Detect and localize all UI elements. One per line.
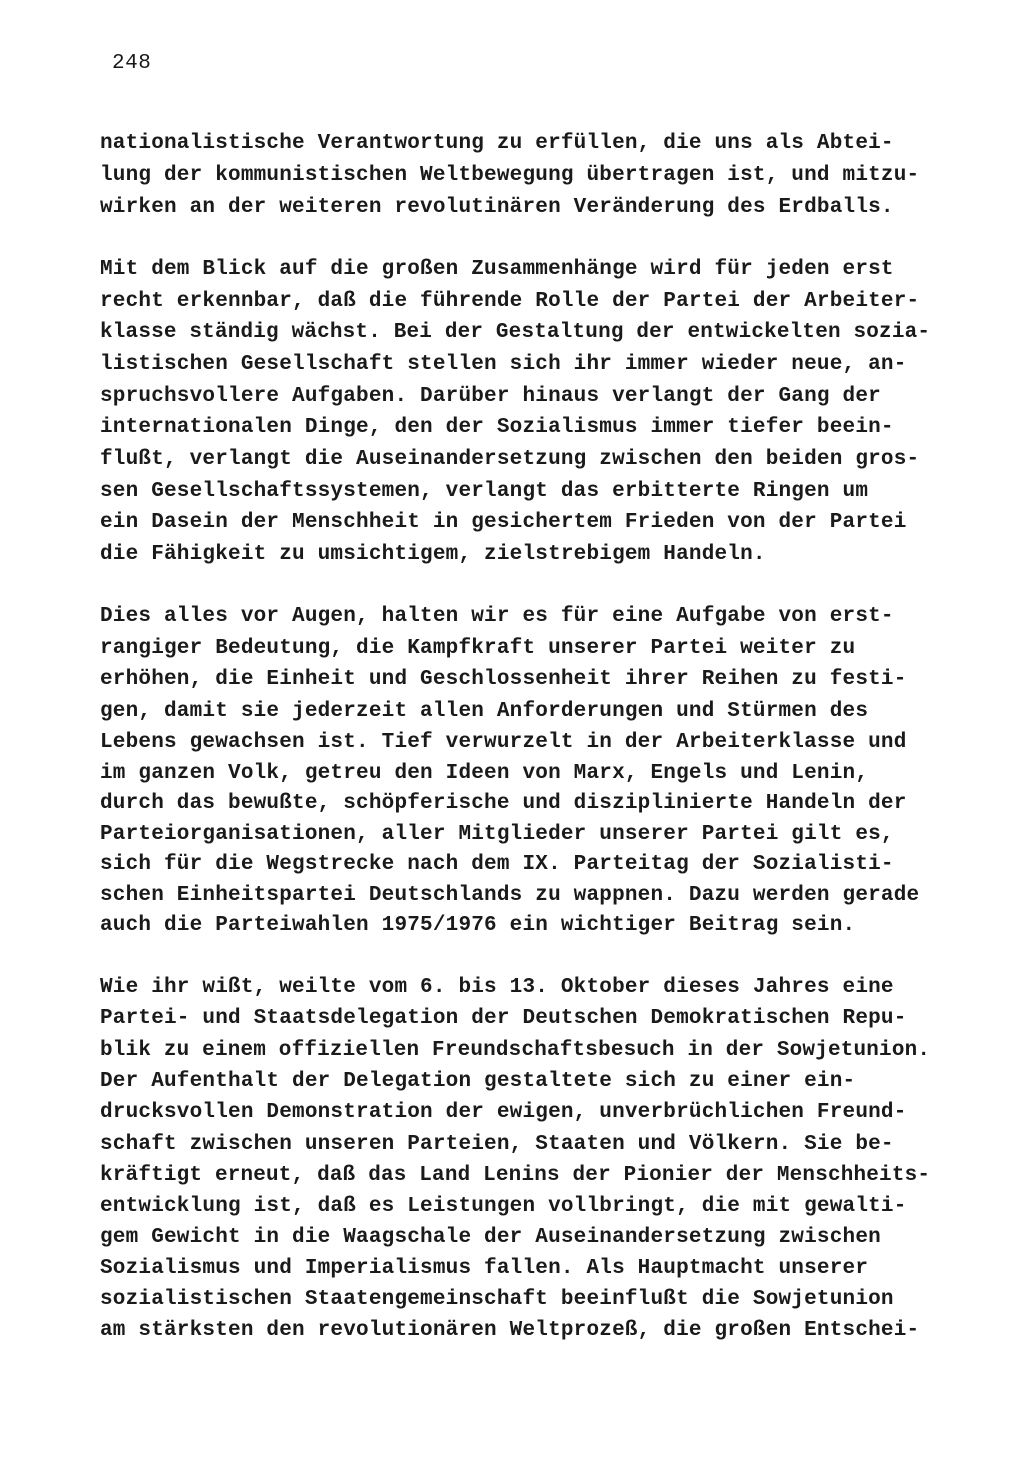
text-line: im ganzen Volk, getreu den Ideen von Marx, Engels und Lenin, <box>100 762 869 785</box>
text-line: rangiger Bedeutung, die Kampfkraft unserer Partei weiter zu <box>100 637 856 660</box>
text-line: Sozialismus und Imperialismus fallen. Als Hauptmacht unserer <box>100 1257 869 1280</box>
text-line: wirken an der weiteren revolutinären Veränderung des Erdballs. <box>100 196 894 219</box>
text-line: Parteiorganisationen, aller Mitglieder unserer Partei gilt es, <box>100 823 894 846</box>
page-number: 248 <box>112 52 152 75</box>
text-line: spruchsvollere Aufgaben. Darüber hinaus verlangt der Gang der <box>100 385 881 408</box>
text-line: durch das bewußte, schöpferische und disziplinierte Handeln der <box>100 792 907 815</box>
text-line: gem Gewicht in die Waagschale der Auseinandersetzung zwischen <box>100 1226 881 1249</box>
text-line: Dies alles vor Augen, halten wir es für eine Aufgabe von erst- <box>100 605 894 628</box>
text-line: Partei- und Staatsdelegation der Deutschen Demokratischen Repu- <box>100 1007 907 1030</box>
text-line: klasse ständig wächst. Bei der Gestaltung der entwickelten sozia- <box>100 321 931 344</box>
text-line: entwicklung ist, daß es Leistungen vollbringt, die mit gewalti- <box>100 1195 907 1218</box>
text-line: drucksvollen Demonstration der ewigen, unverbrüchlichen Freund- <box>100 1101 907 1124</box>
text-line: flußt, verlangt die Auseinandersetzung zwischen den beiden gros- <box>100 448 920 471</box>
text-line: sen Gesellschaftssystemen, verlangt das erbitterte Ringen um <box>100 480 869 503</box>
text-line: Lebens gewachsen ist. Tief verwurzelt in der Arbeiterklasse und <box>100 731 907 754</box>
text-line: schen Einheitspartei Deutschlands zu wappnen. Dazu werden gerade <box>100 884 920 907</box>
text-line: lung der kommunistischen Weltbewegung übertragen ist, und mitzu- <box>100 164 920 187</box>
text-line: am stärksten den revolutionären Weltprozeß, die großen Entschei- <box>100 1319 920 1342</box>
text-line: Mit dem Blick auf die großen Zusammenhänge wird für jeden erst <box>100 258 894 281</box>
text-line: auch die Parteiwahlen 1975/1976 ein wichtiger Beitrag sein. <box>100 914 856 937</box>
text-line: Der Aufenthalt der Delegation gestaltete sich zu einer ein- <box>100 1070 856 1093</box>
text-line: erhöhen, die Einheit und Geschlossenheit ihrer Reihen zu festi- <box>100 668 907 691</box>
text-line: die Fähigkeit zu umsichtigem, zielstrebigem Handeln. <box>100 543 766 566</box>
text-line: listischen Gesellschaft stellen sich ihr immer wieder neue, an- <box>100 353 907 376</box>
text-line: gen, damit sie jederzeit allen Anforderungen und Stürmen des <box>100 700 869 723</box>
text-line: Wie ihr wißt, weilte vom 6. bis 13. Oktober dieses Jahres eine <box>100 976 894 999</box>
text-line: sozialistischen Staatengemeinschaft beeinflußt die Sowjetunion <box>100 1288 894 1311</box>
text-line: nationalistische Verantwortung zu erfüllen, die uns als Abtei- <box>100 132 894 155</box>
text-line: schaft zwischen unseren Parteien, Staaten und Völkern. Sie be- <box>100 1133 894 1156</box>
text-line: ein Dasein der Menschheit in gesichertem Frieden von der Partei <box>100 511 907 534</box>
text-line: recht erkennbar, daß die führende Rolle der Partei der Arbeiter- <box>100 290 920 313</box>
text-line: blik zu einem offiziellen Freundschaftsbesuch in der Sowjetunion. <box>100 1039 931 1062</box>
text-line: internationalen Dinge, den der Sozialismus immer tiefer beein- <box>100 416 894 439</box>
text-line: sich für die Wegstrecke nach dem IX. Parteitag der Sozialisti- <box>100 853 894 876</box>
text-line: kräftigt erneut, daß das Land Lenins der Pionier der Menschheits- <box>100 1164 931 1187</box>
